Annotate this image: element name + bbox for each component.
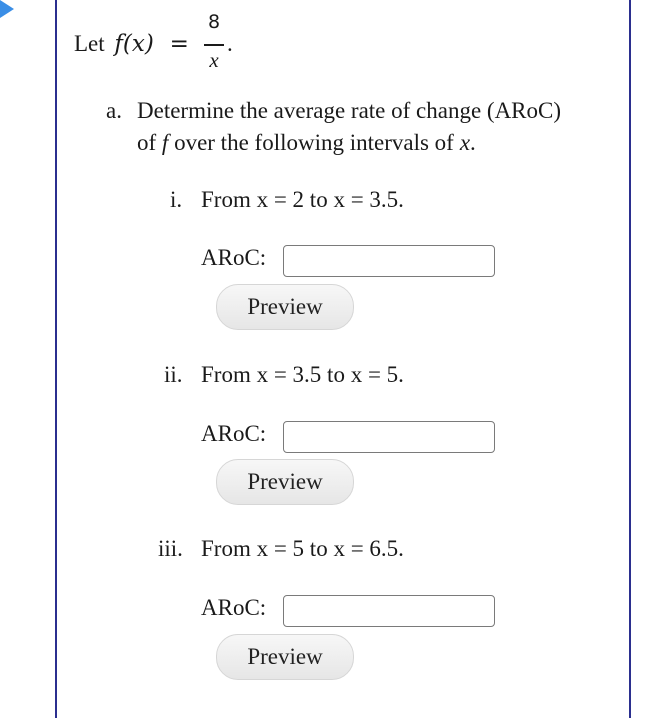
part-a-line2-mid: over the following intervals of: [174, 130, 454, 155]
interval-iii-marker: iii.: [158, 536, 183, 561]
interval-i-text: From x = 2 to x = 3.5.: [201, 187, 404, 212]
interval-ii-text: From x = 3.5 to x = 5.: [201, 362, 404, 387]
interval-ii-answer-input[interactable]: [283, 421, 495, 453]
part-a-marker: a.: [106, 98, 122, 123]
play-arrow-shape: [0, 0, 14, 18]
part-a-line2-x: x: [459, 130, 471, 155]
interval-iii-answer-label: ARoC:: [201, 595, 267, 620]
part-a-line1: Determine the average rate of change (ARoC): [137, 98, 562, 123]
fraction-denominator: x: [209, 48, 219, 72]
equals-sign: =: [169, 31, 189, 57]
part-a-line2-end: .: [470, 130, 476, 155]
interval-i-marker: i.: [170, 187, 183, 212]
part-a-line2: [137, 129, 476, 157]
interval-ii-marker: ii.: [164, 362, 183, 387]
function-lhs: f(x): [114, 31, 154, 57]
part-a-line2-f: f: [161, 130, 169, 155]
interval-iii-answer-input[interactable]: [283, 595, 495, 627]
play-arrow-icon: [0, 0, 14, 18]
interval-ii-preview-button[interactable]: Preview: [216, 459, 354, 505]
interval-iii-text: From x = 5 to x = 6.5.: [201, 536, 404, 561]
problem-statement: [74, 30, 189, 58]
interval-i-answer-label: ARoC:: [201, 245, 267, 270]
interval-iii-preview-button[interactable]: Preview: [216, 634, 354, 680]
part-a-line2-pre: of: [137, 130, 157, 155]
interval-ii-answer-label: ARoC:: [201, 421, 267, 446]
fraction: [202, 10, 226, 72]
fraction-bar: [204, 44, 224, 46]
problem-end-punct: .: [227, 31, 233, 56]
interval-i-preview-button[interactable]: Preview: [216, 284, 354, 330]
interval-i-answer-input[interactable]: [283, 245, 495, 277]
fraction-numerator: 8: [207, 11, 221, 33]
let-label: Let: [74, 31, 105, 56]
